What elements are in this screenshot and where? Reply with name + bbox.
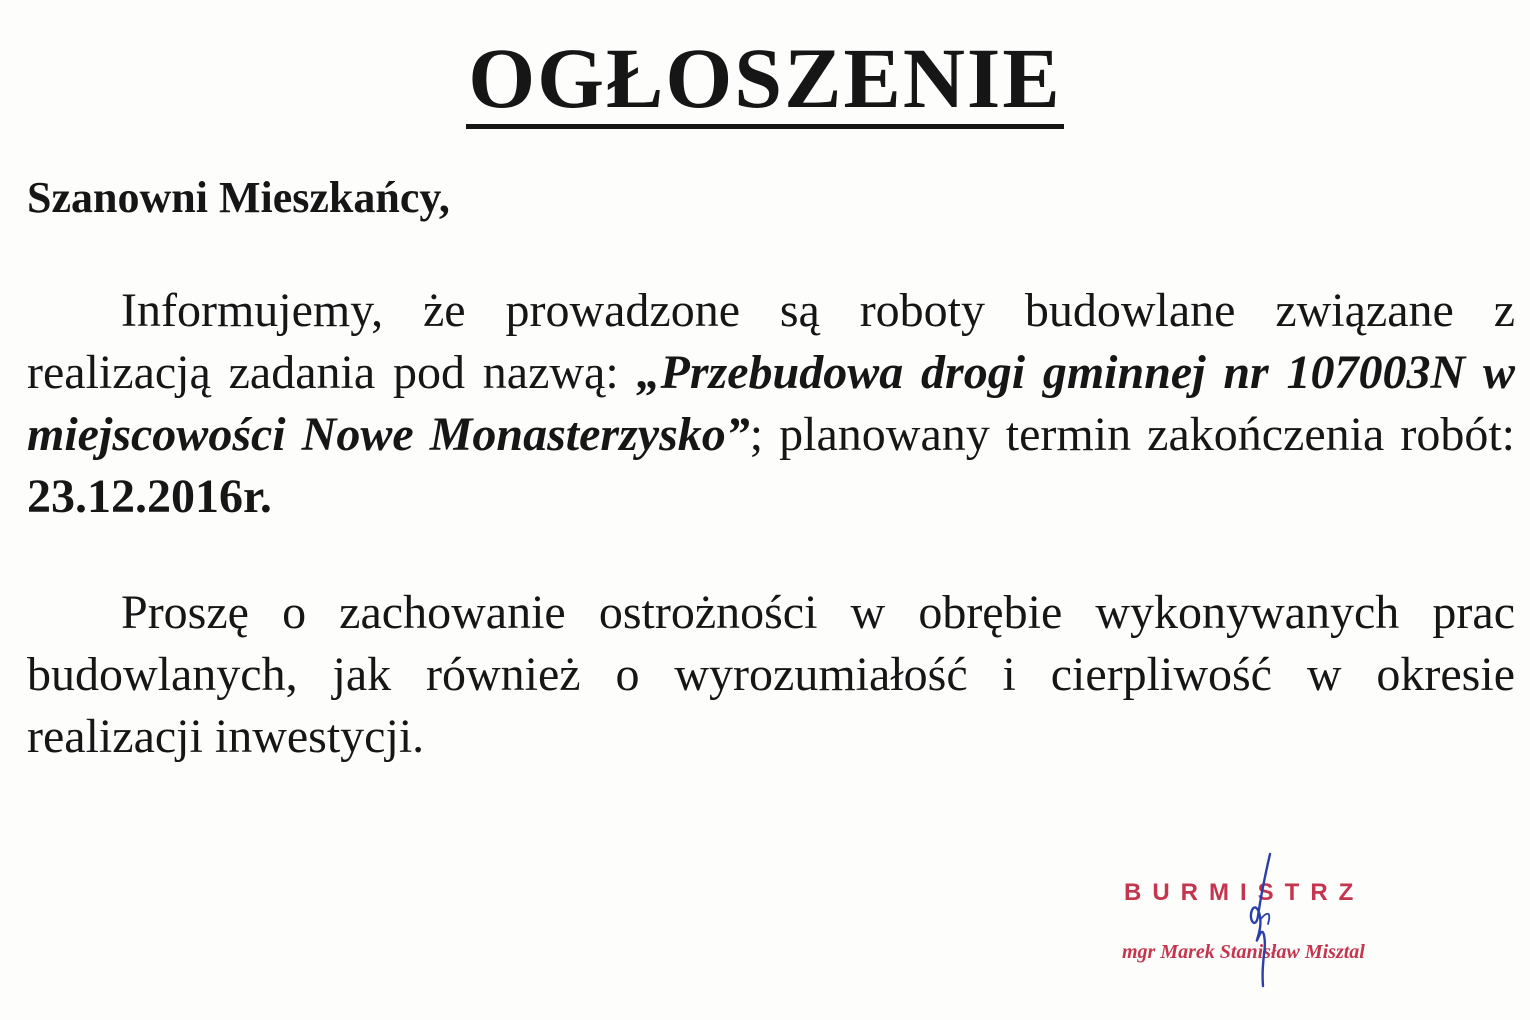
paragraph1-intro: Informujemy, że prowadzone są roboty budowlane związane z realizacją zadania pod nazwą: — [27, 284, 1515, 399]
page-title — [0, 28, 1530, 129]
paragraph2-text: Proszę o zachowanie ostrożności w obrębie wykonywanych prac budowlanych, jak również o wyrozumiałość i cierpliwość w okresie realizacji inwestycji. — [27, 586, 1515, 763]
greeting: Szanowni Mieszkańcy, — [27, 173, 450, 222]
stamp-role: BURMISTRZ — [1124, 879, 1365, 906]
signature-stamp — [1080, 850, 1440, 1000]
end-date: 23.12.2016r. — [27, 470, 272, 523]
task-name: „Przebudowa drogi gminnej nr 107003N w miejscowości Nowe Monasterzysko” — [27, 346, 1516, 461]
handwritten-signature — [1230, 850, 1290, 990]
paragraph-works-info — [27, 280, 1515, 528]
paragraph1-after: ; planowany termin zakończenia robót: — [749, 408, 1515, 461]
paragraph-caution — [27, 582, 1515, 768]
stamp-name: mgr Marek Stanisław Misztal — [1122, 941, 1365, 963]
title-text: OGŁOSZENIE — [466, 32, 1064, 129]
